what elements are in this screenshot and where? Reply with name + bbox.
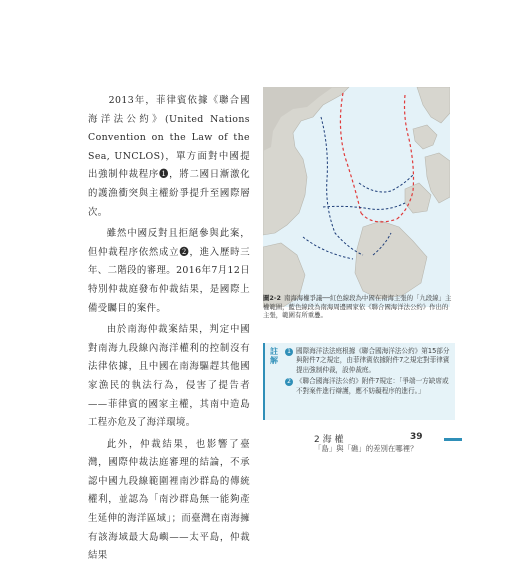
glossary-box [263, 343, 455, 420]
main-text [88, 92, 250, 569]
note-number: 2 [285, 378, 293, 386]
chapter-subtitle: 「島」與「礁」的差別在哪裡？ [314, 444, 418, 453]
glossary-list [285, 347, 453, 398]
page-number: 39 [410, 432, 423, 442]
chapter-title: 2 海 權 [314, 435, 344, 445]
south-china-sea-map [263, 87, 450, 307]
note-text: 《聯合國海洋法公約》附件7規定：「爭端一方缺席或不對案件進行辯護，應不妨礙程序的進行。」 [296, 377, 449, 395]
note-number: 1 [285, 348, 293, 356]
caption-text: 南海海權爭議──紅色線段為中國在南海主張的「九段線」主權範圍，藍色線段為南海周邊國家依《聯合國海洋法公約》作出的主張，範圍有所重疊。 [263, 294, 452, 320]
map-caption [263, 294, 453, 320]
caption-label: 圖2-2 [263, 294, 281, 302]
paragraph-3: 由於南海仲裁案結果，判定中國對南海九段線內海洋權利的控制沒有法律依據，且中國在南海驅趕其他國家漁民的執法行為，侵害了提告者——菲律賓的國家主權，其南中造島工程亦危及了海洋環境。 [88, 324, 250, 429]
glossary-item [285, 377, 453, 396]
page-footer [314, 432, 464, 462]
glossary-item [285, 347, 453, 375]
footer-accent-bar [444, 438, 462, 441]
note-text: 國際海洋法法庭根據《聯合國海洋法公約》第15部分與附件7之規定，由菲律賓依據附件7之規定對菲律賓提出強制仲裁，設仲裁庭。 [296, 347, 450, 374]
paragraph-1: 2013年，菲律賓依據《聯合國海洋法公約》(United Nations Convention on the Law of the Sea, UNCLOS)，單方面對中國提出強制仲裁程序❶，將二國日漸激化的護漁衝突與主權紛爭提升至國際層次。 [88, 95, 250, 218]
paragraph-4: 此外，仲裁結果，也影響了臺灣，國際仲裁法庭審理的結論，不承認中國九段線範圍裡南沙群島的傳統權利，並認為「南沙群島無一能夠產生延伸的海洋區域」；而臺灣在南海擁有該海域最大島嶼——太平島，仲裁結果 [88, 438, 250, 562]
glossary-tag: 註解 [270, 347, 278, 365]
paragraph-2: 雖然中國反對且拒絕參與此案，但仲裁程序依然成立❷，進入歷時三年、二階段的審理。2016年7月12日特別仲裁庭發布仲裁結果，是國際上備受矚目的案件。 [88, 228, 250, 314]
